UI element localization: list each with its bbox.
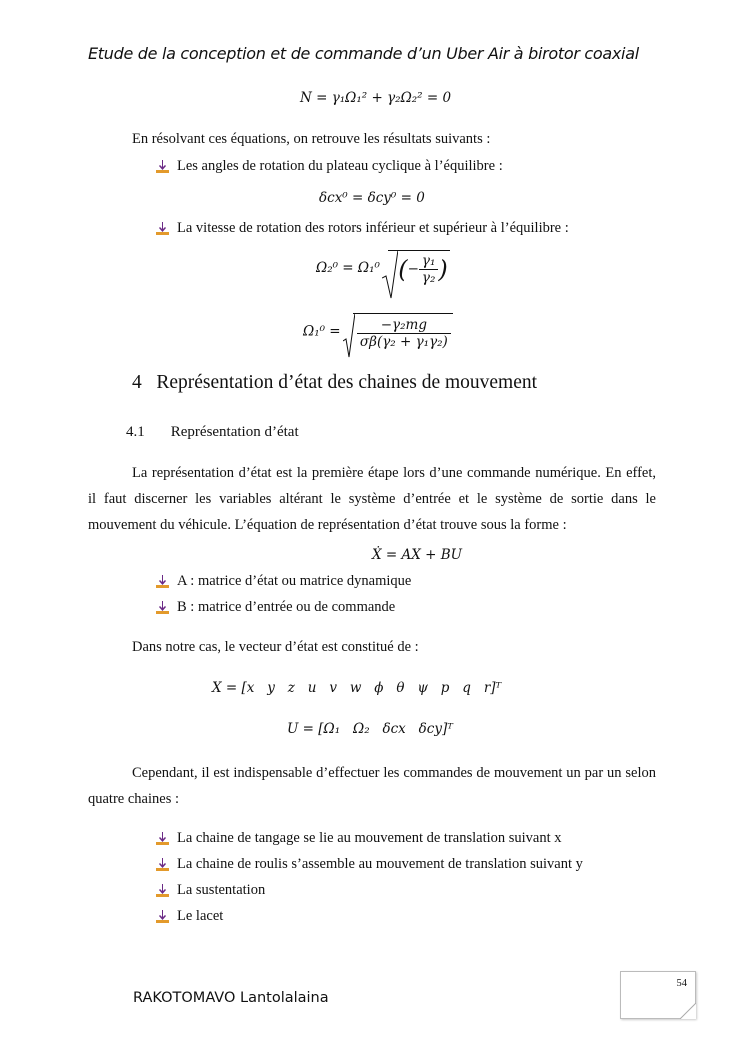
bullet-item (156, 830, 562, 847)
arrow-bullet-icon (156, 575, 169, 588)
omega1-num: −γ₂mg (357, 317, 451, 334)
bullet-text: Les angles de rotation du plateau cyclique à l’équilibre : (177, 158, 503, 174)
footer-author: RAKOTOMAVO Lantolalaina (133, 990, 329, 1006)
paragraph-1: La représentation d’état est la première étape lors d’une commande numérique. En effet, il faut discerner les variables altérant le système d’entrée et le système de sortie dans le mouvement du véhicule. L’équation de représentation d’état trouve sous la forme : (88, 465, 656, 533)
bullet-item (156, 856, 583, 873)
bullet-text: La vitesse de rotation des rotors inférieur et supérieur à l’équilibre : (177, 220, 569, 236)
equation-delta: δcx⁰ = δcy⁰ = 0 (319, 190, 425, 206)
bullet-text: Le lacet (177, 908, 224, 924)
arrow-bullet-icon (156, 160, 169, 173)
paragraph-2: Dans notre cas, le vecteur d’état est constitué de : (132, 639, 419, 655)
equation-state: Ẋ = AX + BU (372, 547, 463, 563)
page-number: 54 (676, 978, 687, 989)
equation-omega1 (303, 313, 453, 361)
arrow-bullet-icon (156, 910, 169, 923)
bullet-item (156, 599, 395, 616)
subsection-heading (126, 424, 299, 441)
folded-corner-icon (680, 1003, 696, 1019)
arrow-bullet-icon (156, 222, 169, 235)
bullet-text: La sustentation (177, 882, 266, 898)
omega1-den: σβ(γ₂ + γ₁γ₂) (359, 334, 448, 350)
arrow-bullet-icon (156, 884, 169, 897)
bullet-text: B : matrice d’entrée ou de commande (177, 599, 396, 615)
page-number-box (620, 971, 696, 1019)
sqrt-radical (353, 313, 453, 350)
bullet-item (156, 573, 411, 590)
bullet-item (156, 908, 223, 925)
bullet-text: La chaine de tangage se lie au mouvement de translation suivant x (177, 830, 562, 846)
section-heading (132, 372, 537, 394)
paragraph-3: Cependant, il est indispensable d’effectuer les commandes de mouvement un par un selon quatre chaines : (88, 765, 656, 807)
equation-N: N = γ₁Ω₁² + γ₂Ω₂² = 0 (300, 90, 452, 106)
bullet-item (156, 220, 569, 237)
omega2-lhs: Ω₂⁰ = Ω₁⁰ (316, 260, 380, 276)
arrow-bullet-icon (156, 858, 169, 871)
equation-omega2 (316, 250, 450, 300)
section-title: Représentation d’état des chaines de mouvement (156, 372, 538, 393)
bullet-text: A : matrice d’état ou matrice dynamique (177, 573, 412, 589)
omega1-lhs: Ω₁⁰ = (303, 323, 341, 340)
equation-U: U = [Ω₁ Ω₂ δcx δcy]ᵀ (287, 721, 453, 737)
running-header: Etude de la conception et de commande d’un Uber Air à birotor coaxial (88, 44, 639, 63)
arrow-bullet-icon (156, 832, 169, 845)
bullet-item (156, 158, 503, 175)
bullet-text: La chaine de roulis s’assemble au mouvement de translation suivant y (177, 856, 583, 872)
section-number: 4 (132, 372, 142, 393)
omega2-den: γ₂ (421, 270, 436, 286)
intro-text: En résolvant ces équations, on retrouve les résultats suivants : (132, 131, 491, 147)
omega2-num: γ₁ (419, 253, 438, 270)
arrow-bullet-icon (156, 601, 169, 614)
sqrt-radical: (− $\frac{\text{γ₁}}{\text{γ₂}}$ ) (388, 250, 450, 286)
equation-X: X = [x y z u v w ϕ θ ψ p q r]ᵀ (212, 680, 502, 696)
subsection-title: Représentation d’état (170, 424, 299, 440)
bullet-item (156, 882, 265, 899)
subsection-number: 4.1 (126, 424, 145, 440)
